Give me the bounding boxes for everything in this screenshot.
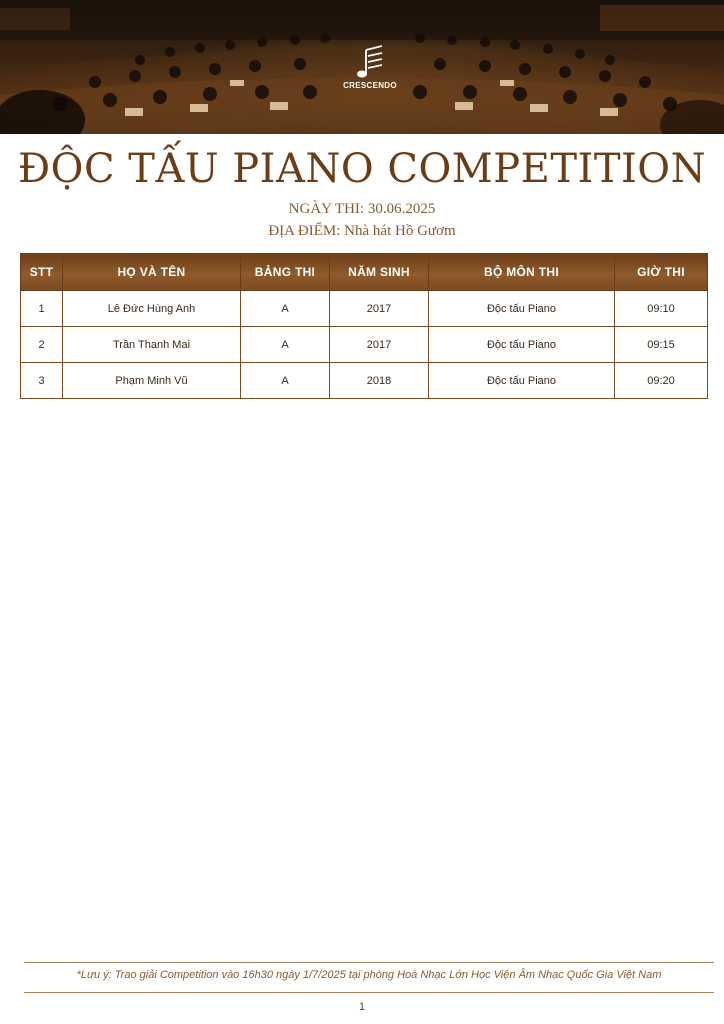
cell-group: A: [241, 291, 330, 327]
column-header-stt: STT: [21, 254, 63, 291]
orchestra-banner-image: [0, 0, 724, 134]
crescendo-logo: [330, 44, 410, 96]
music-note-logo-icon: [330, 44, 410, 82]
table-row: [21, 327, 708, 363]
exam-venue: [0, 223, 724, 240]
table-header-row: [21, 254, 708, 291]
exam-date-label: NGÀY THI:: [288, 201, 365, 217]
exam-venue-value: Nhà hát Hồ Gươm: [344, 223, 456, 239]
exam-venue-label: ĐỊA ĐIỂM:: [268, 223, 341, 239]
cell-birth-year: 2017: [330, 327, 429, 363]
column-header-birth-year: NĂM SINH: [330, 254, 429, 291]
cell-group: A: [241, 363, 330, 399]
cell-category: Độc tấu Piano: [429, 327, 615, 363]
footer-divider-top: [24, 962, 714, 963]
cell-time: 09:20: [615, 363, 708, 399]
table-row: [21, 291, 708, 327]
column-header-name: HỌ VÀ TÊN: [63, 254, 241, 291]
cell-category: Độc tấu Piano: [429, 291, 615, 327]
cell-birth-year: 2018: [330, 363, 429, 399]
cell-time: 09:15: [615, 327, 708, 363]
page-number: 1: [358, 1001, 366, 1013]
cell-time: 09:10: [615, 291, 708, 327]
table-row: [21, 363, 708, 399]
column-header-category: BỘ MÔN THI: [429, 254, 615, 291]
logo-text: CRESCENDO: [343, 81, 397, 90]
award-note: *Lưu ý: Trao giải Competition vào 16h30 ngày 1/7/2025 tại phòng Hoà Nhạc Lớn Học Viện Âm Nhạc Quốc Gia Việt Nam: [76, 969, 662, 981]
column-header-time: GIỜ THI: [615, 254, 708, 291]
cell-stt: 1: [21, 291, 63, 327]
schedule-table: [20, 253, 708, 399]
cell-name: Lê Đức Hùng Anh: [63, 291, 241, 327]
cell-name: Phạm Minh Vũ: [63, 363, 241, 399]
cell-category: Độc tấu Piano: [429, 363, 615, 399]
page-title: ĐỘC TẤU PIANO COMPETITION: [17, 146, 707, 192]
cell-stt: 2: [21, 327, 63, 363]
cell-stt: 3: [21, 363, 63, 399]
cell-name: Trần Thanh Mai: [63, 327, 241, 363]
cell-birth-year: 2017: [330, 291, 429, 327]
exam-date: [0, 201, 724, 218]
footer-divider-bottom: [24, 992, 714, 993]
exam-date-value: 30.06.2025: [367, 201, 436, 217]
cell-group: A: [241, 327, 330, 363]
column-header-group: BẢNG THI: [241, 254, 330, 291]
